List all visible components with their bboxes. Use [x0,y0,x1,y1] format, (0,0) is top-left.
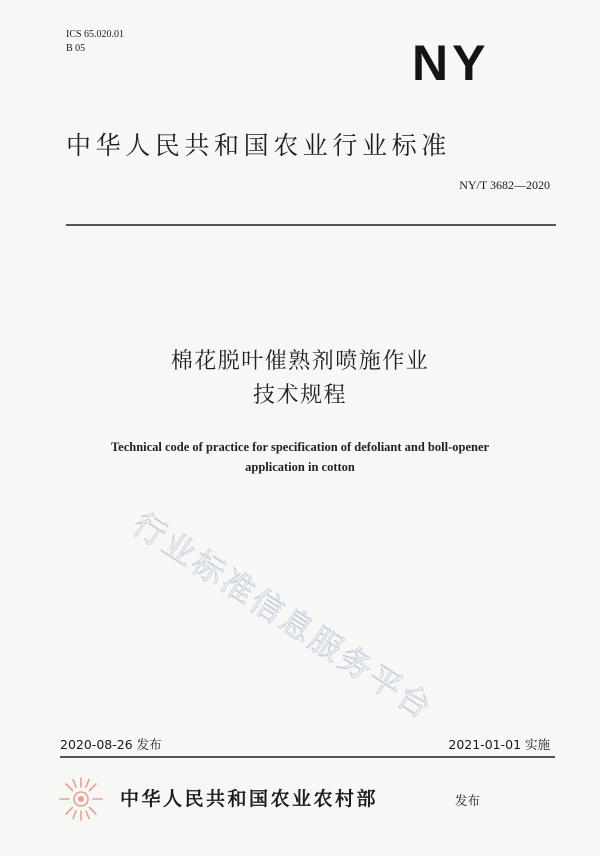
chinese-title-line-1: 棉花脱叶催熟剂喷施作业 [170,349,430,374]
bottom-divider [60,756,555,758]
issuing-ministry: 中华人民共和国农业农村部 [120,788,379,810]
ny-logo: NY [412,35,490,91]
chinese-title-line-2: 技术规程 [252,383,347,408]
english-title-line-1: Technical code of practice for specification of defoliant and boll-opener [110,440,490,454]
issue-date: 2020-08-26 发布 [60,737,162,752]
ccs-code: B 05 [66,43,86,54]
issue-label: 发布 [455,793,481,808]
watermark: 行业标准信息服务平台 [126,505,441,728]
top-divider [66,224,556,226]
emblem-icon [56,774,106,824]
implementation-date: 2021-01-01 实施 [448,737,550,752]
standard-type-title: 中华人民共和国农业行业标准 [66,131,451,160]
classification-codes [66,28,124,56]
english-title-line-2: application in cotton [245,460,355,474]
ics-code: ICS 65.020.01 [66,29,125,40]
standard-number: NY/T 3682—2020 [459,178,550,192]
